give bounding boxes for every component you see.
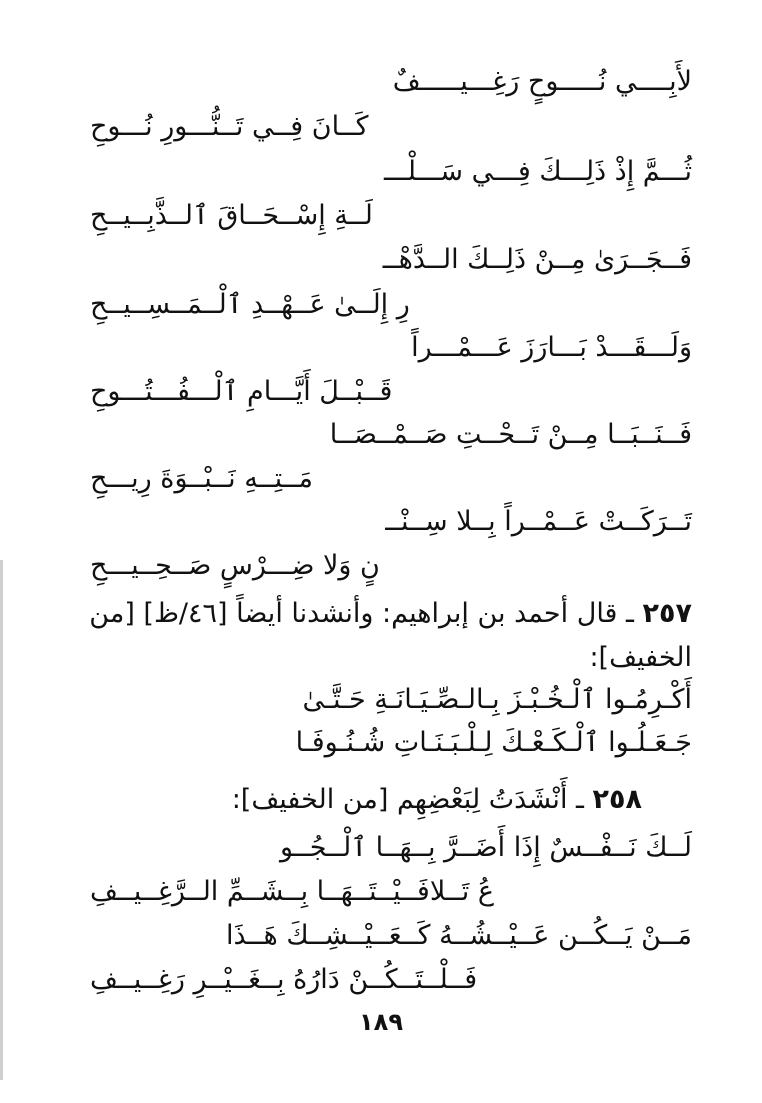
verse-line: لَــكَ نَــفْــسٌ إِذَا أَضَــرَّ بِــهَــا ٱلْــجُــو — [279, 832, 692, 863]
verse-line: مَــتِــهِ نَــبْــوَةَ رِيـــحِ — [90, 463, 314, 494]
verse-line: فَــجَــرَىٰ مِــنْ ذَلِــكَ الــدَّهْــ — [382, 244, 692, 275]
verse-line: قَــبْــلَ أَيَّـــامِ ٱلْـــفُـــتُـــوحِ — [90, 376, 393, 407]
entry-text: ـ قال أحمد بن إبراهيم: وأنشدنا أيضاً [٤٦/ظ] [من الخفيف]: — [89, 598, 692, 673]
entry-text: ـ أَنْشَدَتُ لِبَعْضِهِم [من الخفيف]: — [231, 784, 584, 815]
entry-number: ٢٥٨ — [592, 784, 642, 815]
verse-line: لأَبِــــي نُـــــوحٍ رَغِـــيـــــفٌ — [392, 66, 692, 97]
verse-line: فَــلْــتَــكُــنْ دَارُهُ بِــغَــيْــرِ رَغِــيــفِ — [90, 964, 478, 995]
verse-line: كَــانَ فِــي تَــنُّـــورِ نُـــوحِ — [90, 111, 369, 142]
verse-line: نٍ وَلا ضِـــرْسٍ صَــحِــيـــحِ — [90, 550, 380, 581]
verse-line: أَكْـرِمُـوا ٱلْـخُـبْـزَ بِـالـصِّـيَـانَـةِ حَـتَّـىٰ — [302, 684, 692, 715]
entry-258 — [232, 780, 642, 820]
verse-line: ثُـــمَّ إِذْ ذَلِـــكَ فِـــي سَـــلْـــ — [384, 156, 692, 187]
verse-line: جَـعَـلُـوا ٱلْـكَـعْـكَ لِـلْـبَـنَـاتِ شُـنُـوفَـا — [295, 727, 692, 758]
verse-line: لَــةِ إِسْــحَــاقَ ٱلــذَّبِــيــحِ — [90, 200, 373, 231]
verse-line: عُ تَــلافَــيْــتَــهَــا بِــشَــمِّ الــرَّغِــيــفِ — [90, 876, 494, 907]
verse-line: مَــنْ يَــكُــن عَــيْــشُــهُ كَــعَــيْــشِــكَ هَــذَا — [226, 920, 692, 951]
verse-line: تَــرَكَــتْ عَــمْــراً بِــلا سِــنْــ — [385, 506, 692, 537]
verse-line: وَلَـــقَـــدْ بَـــارَزَ عَـــمْـــراً — [411, 332, 692, 363]
entry-257 — [70, 592, 692, 680]
scan-edge-shadow — [0, 560, 3, 1080]
verse-line: فَــنَــبَــا مِــنْ تَــحْــتِ صَــمْــصَــا — [329, 419, 692, 450]
verse-line: رِ إِلَــىٰ عَــهْــدِ ٱلْــمَــسِــيــحِ — [90, 289, 410, 320]
page-number: ١٨٩ — [359, 1008, 403, 1036]
entry-number: ٢٥٧ — [642, 598, 692, 629]
